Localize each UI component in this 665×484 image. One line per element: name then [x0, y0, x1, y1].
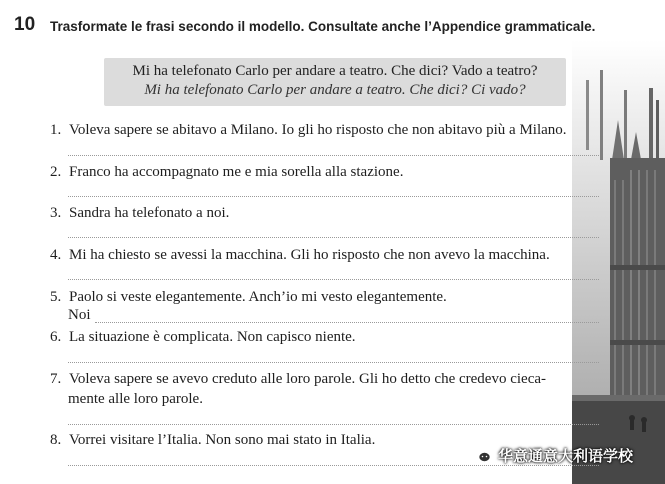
watermark [470, 443, 633, 467]
exercise-item-8 [50, 432, 375, 449]
answer-line-4[interactable] [68, 279, 599, 280]
item-text: Franco ha accompagnato me e mia sorella alla stazione. [69, 164, 404, 180]
item-text: Voleva sapere se abitavo a Milano. Io gli ho risposto che non abitavo più a Milano. [69, 122, 567, 138]
item-number: 5. [50, 289, 62, 305]
answer-line-3[interactable] [68, 237, 599, 238]
item-number: 8. [50, 432, 62, 448]
answer-line-5[interactable] [95, 322, 599, 323]
item-number: 4. [50, 247, 62, 263]
item-text: Sandra ha telefonato a noi. [69, 205, 230, 221]
item-text: Vorrei visitare l’Italia. Non sono mai stato in Italia. [69, 432, 376, 448]
item-number: 6. [50, 329, 62, 345]
answer-prompt-noi: Noi [68, 307, 91, 323]
exercise-item-3 [50, 205, 229, 222]
item-text: La situazione è complicata. Non capisco niente. [69, 329, 356, 345]
model-transformed-sentence: Mi ha telefonato Carlo per andare a teatro. Che dici? Ci vado? [144, 82, 526, 98]
exercise-item-2 [50, 164, 403, 181]
exercise-item-5 [50, 289, 447, 306]
model-example-box [104, 58, 566, 106]
item-number: 3. [50, 205, 62, 221]
exercise-item-1 [50, 122, 567, 139]
item-text: Voleva sapere se avevo creduto alle loro parole. Gli ho detto che credevo cieca- [69, 371, 547, 387]
item-text-continuation: mente alle loro parole. [68, 391, 203, 407]
exercise-number: 10 [14, 14, 36, 35]
watermark-text: 华意通意大利语学校 [498, 446, 634, 465]
wechat-icon [470, 446, 492, 464]
answer-line-6[interactable] [68, 362, 599, 363]
model-sentence: Mi ha telefonato Carlo per andare a teatro. Che dici? Vado a teatro? [132, 63, 538, 79]
answer-line-2[interactable] [68, 196, 599, 197]
answer-line-1[interactable] [68, 155, 599, 156]
item-number: 7. [50, 371, 62, 387]
item-number: 1. [50, 122, 62, 138]
answer-line-7[interactable] [68, 424, 599, 425]
item-number: 2. [50, 164, 62, 180]
exercise-item-4 [50, 247, 550, 264]
exercise-item-7 [50, 371, 546, 388]
exercise-instructions: Trasformate le frasi secondo il modello. Consultate anche l’Appendice grammaticale. [50, 19, 596, 34]
milan-cathedral-photo [572, 40, 665, 484]
exercise-item-6 [50, 329, 356, 346]
item-text: Mi ha chiesto se avessi la macchina. Gli ho risposto che non avevo la macchina. [69, 247, 550, 263]
item-text: Paolo si veste elegantemente. Anch’io mi vesto elegantemente. [69, 289, 447, 305]
